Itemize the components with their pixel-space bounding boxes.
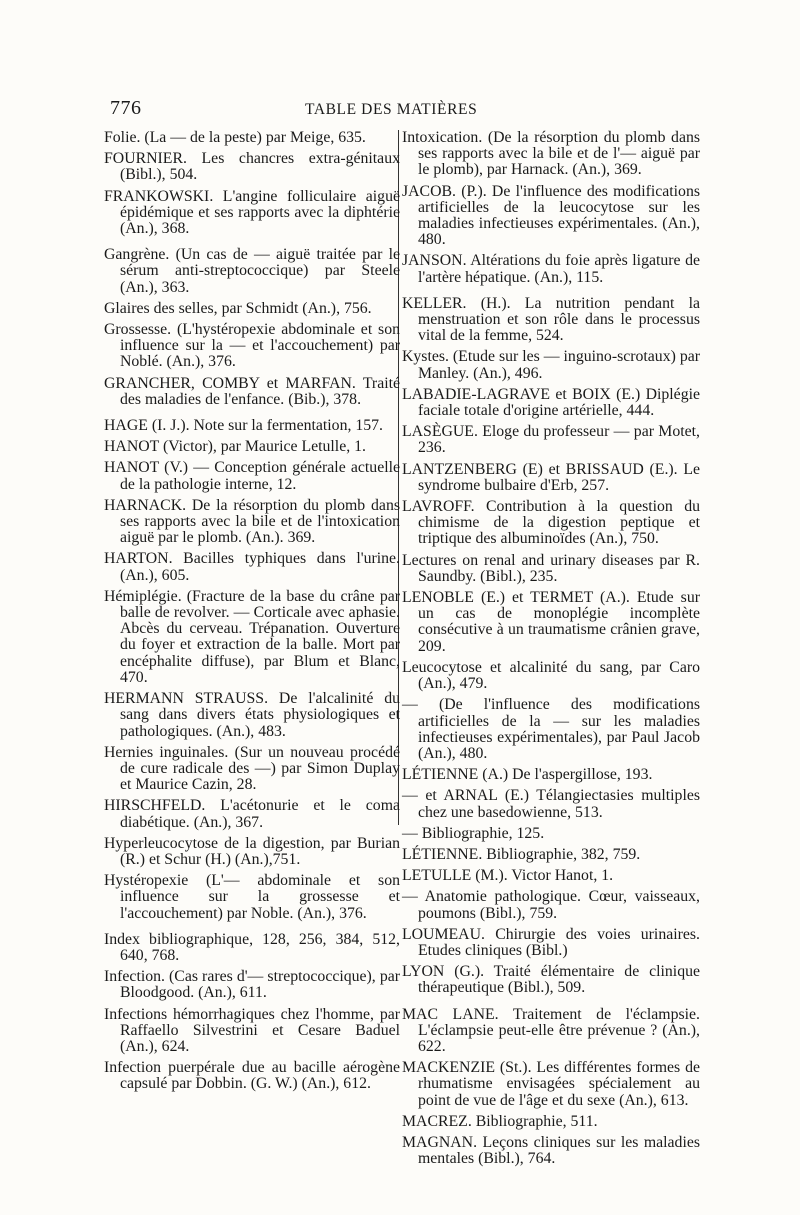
index-entry: Leucocytose et alcalinité du sang, par Caro (An.), 479. [402, 658, 700, 693]
index-entry: — Anatomie pathologique. Cœur, vaisseaux, poumons (Bibl.), 759. [402, 888, 700, 922]
index-entry: Infection puerpérale due au bacille aérogène capsulé par Dobbin. (G. W.) (An.), 612. [104, 1059, 400, 1093]
index-entry: LENOBLE (E.) et TERMET (A.). Etude sur un cas de monoplégie incomplète consécutive à un traumatisme crânien grave, 209. [402, 589, 700, 655]
right-column [402, 130, 700, 1172]
index-entry: Infections hémorrhagiques chez l'homme, par Raffaello Silvestrini et Cesare Baduel (An.), 624. [104, 1005, 400, 1055]
index-entry: JACOB. (P.). De l'influence des modifications artificielles de la leucocytose sur les maladies infectieuses expérimentales. (An.), 480. [402, 182, 700, 249]
index-entry: MAC LANE. Traitement de l'éclampsie. L'éclampsie peut-elle être prévenue ? (An.), 622. [402, 1005, 700, 1055]
index-entry: LOUMEAU. Chirurgie des voies urinaires. Etudes cliniques (Bibl.) [402, 925, 700, 959]
index-entry: MAGNAN. Leçons cliniques sur les maladies mentales (Bibl.), 764. [402, 1133, 700, 1168]
index-entry: HANOT (V.) — Conception générale actuelle de la pathologie interne, 12. [104, 459, 400, 493]
index-entry: HARTON. Bacilles typhiques dans l'urine. (An.), 605. [104, 550, 400, 584]
index-entry: Index bibliographique, 128, 256, 384, 512, 640, 768. [104, 930, 400, 964]
index-entry: FRANKOWSKI. L'angine folliculaire aiguë épidémique et ses rapports avec la diphtérie (An.), 368. [104, 187, 400, 238]
index-entry: LANTZENBERG (E) et BRISSAUD (E.). Le syndrome bulbaire d'Erb, 257. [402, 460, 700, 494]
index-entry: Gangrène. (Un cas de — aiguë traitée par le sérum anti-streptococcique) par Steele (An.), 363. [104, 246, 400, 296]
index-entry: HIRSCHFELD. L'acétonurie et le coma diabétique. (An.), 367. [104, 797, 400, 831]
index-entry: FOURNIER. Les chancres extra-génitaux (Bibl.), 504. [104, 150, 400, 184]
index-entry: LETULLE (M.). Victor Hanot, 1. [402, 867, 614, 885]
index-entry: Folie. (La — de la peste) par Meige, 635. [104, 129, 366, 146]
index-entry: Kystes. (Etude sur les — inguino-scrotaux) par Manley. (An.), 496. [402, 348, 700, 382]
index-entry: HERMANN STRAUSS. De l'alcalinité du sang dans divers états physiologiques et pathologiques. (An.), 483. [104, 690, 400, 740]
index-entry: HAGE (I. J.). Note sur la fermentation, 157. [104, 417, 384, 435]
index-entry: GRANCHER, COMBY et MARFAN. Traité des maladies de l'enfance. (Bib.), 378. [104, 374, 400, 408]
index-entry: JANSON. Altérations du foie après ligature de l'artère hépatique. (An.), 115. [402, 252, 700, 286]
running-title: TABLE DES MATIÈRES [305, 101, 478, 118]
index-entry: LAVROFF. Contribution à la question du chimisme de la digestion peptique et triptique des albuminoïdes (An.), 750. [402, 498, 700, 548]
index-entry: HANOT (Victor), par Maurice Letulle, 1. [104, 438, 366, 456]
index-entry: LASÈGUE. Eloge du professeur — par Motet, 236. [402, 423, 700, 457]
index-entry: Hémiplégie. (Fracture de la base du crâne par balle de revolver. — Corticale avec aphasie. Abcès du cerveau. Trépanation. Ouverture du foyer et extraction de la balle. Mort par encéphalite diffuse), par Blum et Blanc, 470. [104, 587, 400, 686]
index-entry: KELLER. (H.). La nutrition pendant la menstruation et son rôle dans le processus vital de la femme, 524. [402, 294, 700, 345]
page-header [100, 97, 700, 127]
index-entry: HARNACK. De la résorption du plomb dans ses rapports avec la bile et de l'intoxication aiguë par le plomb. (An.). 369. [104, 496, 400, 547]
index-entry: LÉTIENNE. Bibliographie, 382, 759. [402, 845, 641, 863]
index-entry: LÉTIENNE (A.) De l'aspergillose, 193. [402, 766, 653, 784]
index-entry: Hernies inguinales. (Sur un nouveau procédé de cure radicale des —) par Simon Duplay et Maurice Cazin, 28. [104, 743, 400, 794]
index-entry: Hystéropexie (L'— abdominale et son influence sur la grossesse et l'accouchement) par Noble. (An.), 376. [104, 872, 400, 922]
index-entry: Hyperleucocytose de la digestion, par Burian (R.) et Schur (H.) (An.),751. [104, 834, 400, 868]
index-entry: Glaires des selles, par Schmidt (An.), 756. [104, 299, 372, 317]
index-entry: Infection. (Cas rares d'— streptococcique), par Bloodgood. (An.), 611. [104, 968, 400, 1002]
index-entry: Lectures on renal and urinary diseases par R. Saundby. (Bibl.), 235. [402, 551, 700, 585]
index-entry: MACREZ. Bibliographie, 511. [402, 1112, 598, 1130]
index-entry: LABADIE-LAGRAVE et BOIX (E.) Diplégie faciale totale d'origine artérielle, 444. [402, 385, 700, 420]
index-entry: MACKENZIE (St.). Les différentes formes de rhumatisme envisagées spécialement au point de vue de l'âge et du sexe (An.), 613. [402, 1059, 700, 1109]
index-entry: Grossesse. (L'hystéropexie abdominale et son influence sur la — et l'accouchement) par Noblé. (An.), 376. [104, 321, 400, 371]
page-number: 776 [110, 97, 142, 119]
index-entry: LYON (G.). Traité élémentaire de clinique thérapeutique (Bibl.), 509. [402, 963, 700, 997]
index-entry: Intoxication. (De la résorption du plomb dans ses rapports avec la bile et de l'— aiguë par le plomb), par Harnack. (An.), 369. [402, 129, 700, 179]
left-column [104, 130, 400, 1098]
index-entry: — et ARNAL (E.) Télangiectasies multiples chez une basedowienne, 513. [402, 787, 700, 821]
index-entry: — (De l'influence des modifications artificielles de la — sur les maladies infectieuses expérimentales), par Paul Jacob (An.), 480. [402, 696, 700, 762]
index-entry: — Bibliographie, 125. [402, 824, 545, 842]
